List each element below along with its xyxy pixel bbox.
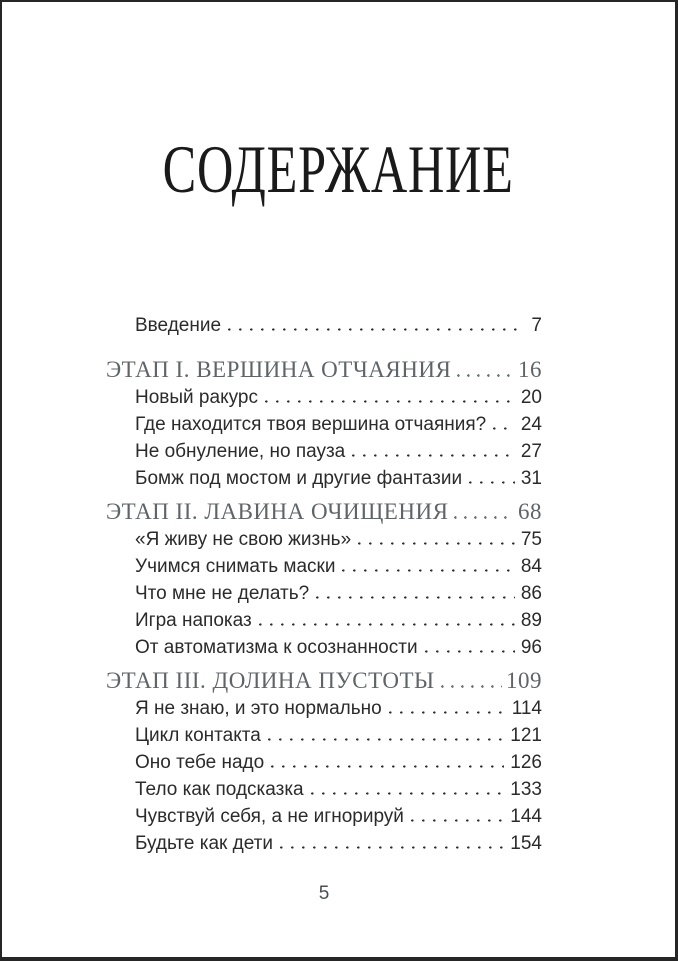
toc-entry-label: Игра напоказ xyxy=(135,610,252,631)
dot-leader xyxy=(469,481,515,484)
toc-entry xyxy=(106,610,542,637)
dot-leader xyxy=(228,328,525,331)
toc-entry-label: Где находится твоя вершина отчаяния? xyxy=(135,414,487,435)
dot-leader xyxy=(311,792,505,795)
toc-entry-page: 84 xyxy=(520,556,542,577)
toc-entry xyxy=(106,806,542,833)
toc-entry-label: Чувствуй себя, а не игнорируй xyxy=(135,806,404,827)
toc-entry-page: 126 xyxy=(510,752,542,773)
toc-section-heading-label: ЭТАП II. ЛАВИНА ОЧИЩЕНИЯ xyxy=(106,499,449,524)
toc-content xyxy=(106,2,542,905)
dot-leader xyxy=(271,765,504,768)
toc-entry-page: 121 xyxy=(510,725,542,746)
toc-entry-label: Бомж под мостом и другие фантазии xyxy=(135,468,463,489)
toc-entry xyxy=(106,529,542,556)
toc-entry-page: 75 xyxy=(520,529,542,550)
dot-leader xyxy=(358,542,515,545)
dot-leader xyxy=(265,400,515,403)
toc-section-heading-3 xyxy=(106,668,542,698)
toc-entry xyxy=(106,387,542,414)
dot-leader xyxy=(268,738,505,741)
dot-leader xyxy=(259,623,515,626)
dot-leader xyxy=(411,819,504,822)
toc-entry-intro xyxy=(106,315,542,342)
toc-section-heading-page: 109 xyxy=(506,668,542,693)
toc-section-heading-label: ЭТАП I. ВЕРШИНА ОТЧАЯНИЯ xyxy=(106,357,452,382)
toc-entry-page: 133 xyxy=(510,779,542,800)
toc-entry-label: Введение xyxy=(135,315,222,336)
table-of-contents xyxy=(106,315,542,860)
toc-section-heading-2 xyxy=(106,499,542,529)
toc-entry-page: 96 xyxy=(520,637,542,658)
toc-entry xyxy=(106,468,542,495)
toc-entry xyxy=(106,833,542,860)
toc-entry-label: От автоматизма к осознанности xyxy=(135,637,418,658)
toc-entry-page: 154 xyxy=(510,833,542,854)
toc-entry xyxy=(106,583,542,610)
toc-section-heading-page: 16 xyxy=(518,357,542,382)
toc-entry xyxy=(106,698,542,725)
contents-title: СОДЕРЖАНИЕ xyxy=(162,131,514,207)
toc-entry xyxy=(106,752,542,779)
toc-section-heading-1 xyxy=(106,357,542,387)
toc-entry-page: 27 xyxy=(520,441,542,462)
toc-entry-page: 24 xyxy=(520,414,542,435)
dot-leader xyxy=(389,711,506,714)
dot-leader xyxy=(457,374,514,377)
toc-entry-page: 31 xyxy=(520,468,542,489)
toc-entry-page: 89 xyxy=(520,610,542,631)
toc-entry xyxy=(106,414,542,441)
dot-leader xyxy=(342,569,514,572)
dot-leader xyxy=(280,846,504,849)
dot-leader xyxy=(352,454,515,457)
dot-leader xyxy=(493,427,515,430)
toc-section-heading-label: ЭТАП III. ДОЛИНА ПУСТОТЫ xyxy=(106,668,435,693)
toc-entry xyxy=(106,441,542,468)
dot-leader xyxy=(441,685,502,688)
toc-entry-label: «Я живу не свою жизнь» xyxy=(135,529,352,550)
toc-entry-label: Будьте как дети xyxy=(135,833,273,854)
page-number: 5 xyxy=(318,883,330,904)
toc-entry xyxy=(106,556,542,583)
toc-section-heading-page: 68 xyxy=(518,499,542,524)
dot-leader xyxy=(425,650,515,653)
toc-entry xyxy=(106,779,542,806)
toc-entry-label: Что мне не делать? xyxy=(135,583,310,604)
toc-entry-page: 20 xyxy=(520,387,542,408)
toc-entry-page: 114 xyxy=(511,698,542,719)
toc-entry-label: Не обнуление, но пауза xyxy=(135,441,346,462)
dot-leader xyxy=(454,516,514,519)
toc-entry-label: Новый ракурс xyxy=(135,387,258,408)
toc-entry-page: 144 xyxy=(510,806,542,827)
toc-entry-label: Я не знаю, и это нормально xyxy=(135,698,382,719)
toc-entry-page: 86 xyxy=(520,583,542,604)
toc-entry xyxy=(106,725,542,752)
toc-entry-label: Оно тебе надо xyxy=(135,752,265,773)
toc-entry-label: Учимся снимать маски xyxy=(135,556,336,577)
toc-entry xyxy=(106,637,542,664)
toc-entry-page: 7 xyxy=(531,315,542,336)
toc-entry-label: Цикл контакта xyxy=(135,725,261,746)
toc-entry-label: Тело как подсказка xyxy=(135,779,304,800)
dot-leader xyxy=(316,596,515,599)
